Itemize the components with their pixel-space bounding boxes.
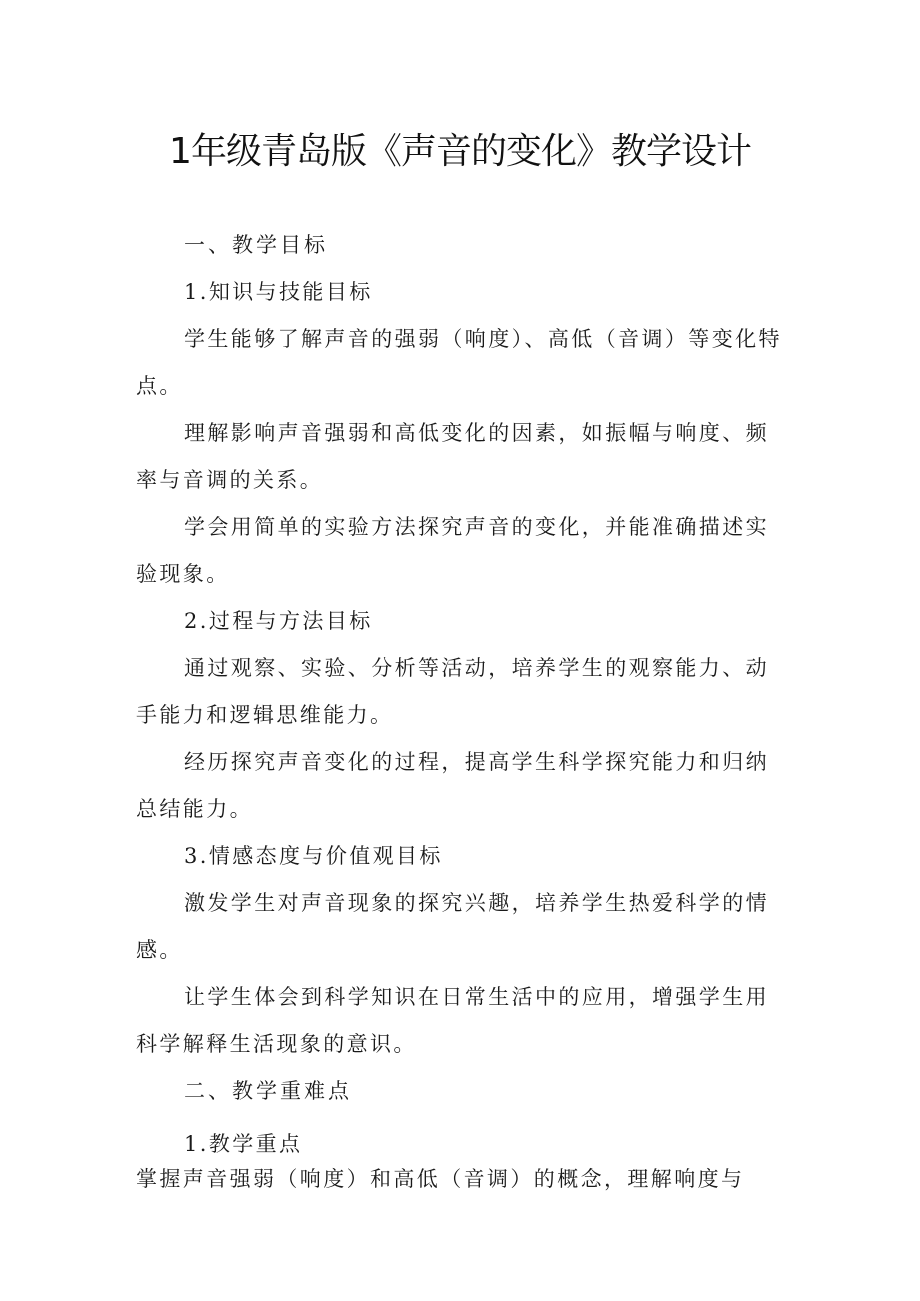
subsection-heading-teaching-focus: 1.教学重点 [184,1132,303,1156]
paragraph: 理解影响声音强弱和高低变化的因素，如振幅与响度、频率与音调的关系。 [136,421,769,492]
paragraph: 让学生体会到科学知识在日常生活中的应用，增强学生用科学解释生活现象的意识。 [136,985,769,1056]
paragraph: 通过观察、实验、分析等活动，培养学生的观察能力、动手能力和逻辑思维能力。 [136,656,769,727]
document-body [136,222,788,1197]
paragraph: 学生能够了解声音的强弱（响度）、高低（音调）等变化特点。 [136,327,782,398]
section-heading-teaching-objectives: 一、教学目标 [184,233,328,257]
subsection-heading-knowledge-skills: 1.知识与技能目标 [184,280,373,304]
document-title: 1年级青岛版《声音的变化》教学设计 [169,131,751,172]
paragraph: 掌握声音强弱（响度）和高低（音调）的概念，理解响度与 [136,1167,745,1191]
subsection-heading-attitudes-values: 3.情感态度与价值观目标 [184,844,443,868]
paragraph: 激发学生对声音现象的探究兴趣，培养学生热爱科学的情感。 [136,891,769,962]
section-heading-key-difficult-points: 二、教学重难点 [184,1079,352,1103]
subsection-heading-process-methods: 2.过程与方法目标 [184,609,373,633]
paragraph: 经历探究声音变化的过程，提高学生科学探究能力和归纳总结能力。 [136,750,769,821]
paragraph: 学会用简单的实验方法探究声音的变化，并能准确描述实验现象。 [136,515,769,586]
